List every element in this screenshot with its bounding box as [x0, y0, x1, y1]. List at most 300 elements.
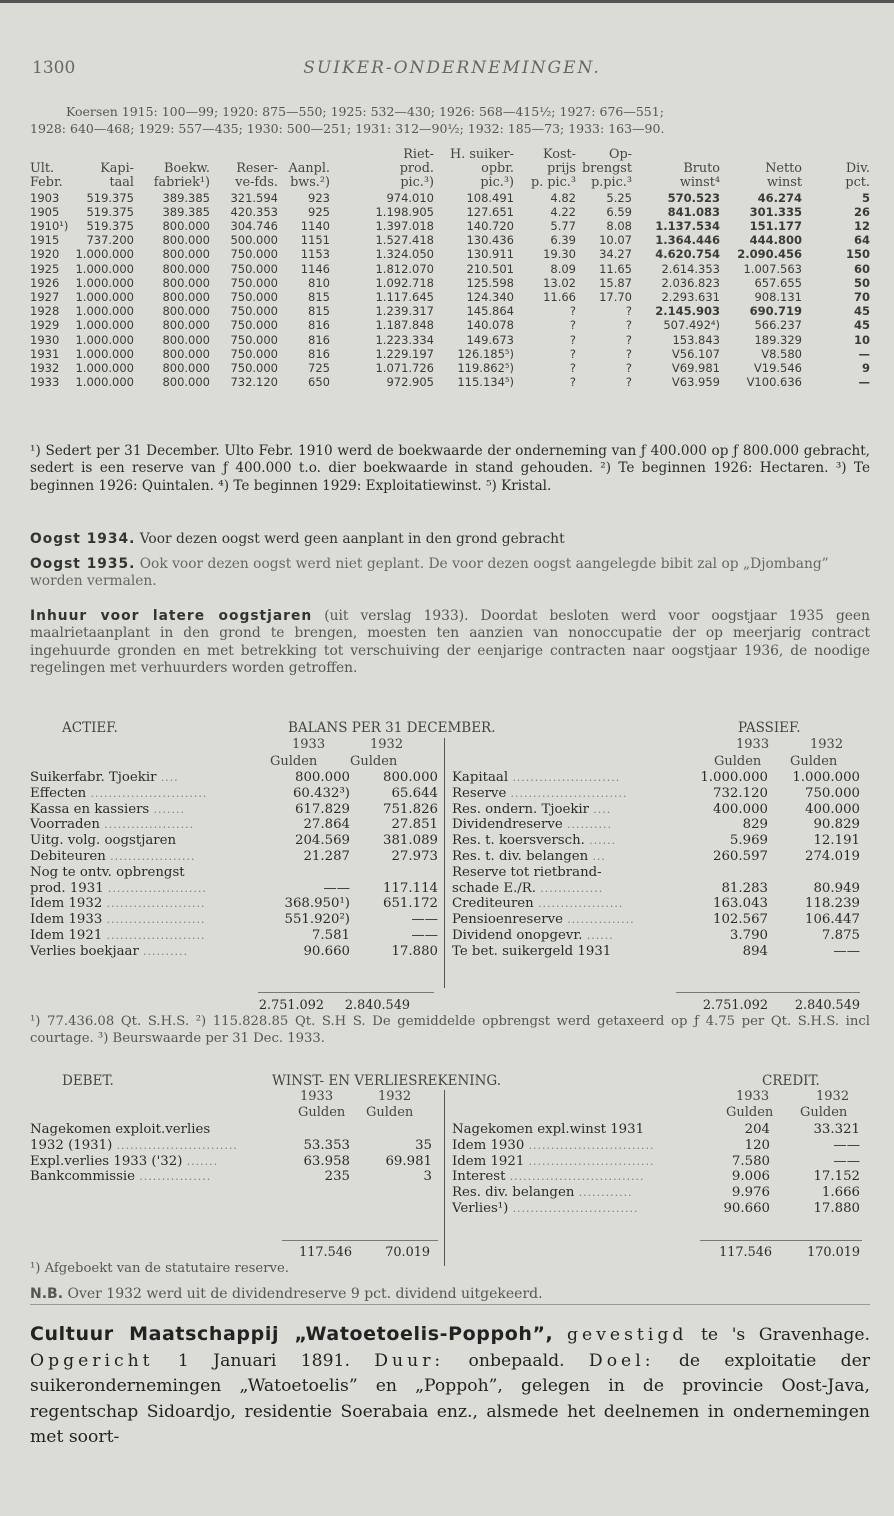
balans-passief-year-1932: 1932	[810, 737, 844, 752]
company-description	[30, 1322, 870, 1451]
table-header-row-cell: opbr.	[481, 161, 514, 177]
table-row	[30, 191, 870, 205]
table-row-cell: ?	[625, 332, 632, 347]
table-header-row-cell: pic.³)	[480, 175, 514, 191]
credit-row	[452, 1122, 870, 1138]
balans-passief-unit-1933: Gulden	[714, 754, 762, 769]
actief-label: Voorraden ....................	[30, 817, 195, 833]
credit-row	[452, 1138, 870, 1154]
table-row-cell: ?	[569, 304, 576, 319]
passief-row	[452, 849, 870, 865]
credit-title: CREDIT.	[762, 1073, 820, 1089]
table-row-cell: ?	[569, 346, 576, 361]
actief-leader-dots: ......................	[106, 928, 206, 942]
inhuur-lead: Inhuur voor latere oogstjaren	[30, 608, 313, 624]
table-row-cell: 60	[853, 261, 870, 276]
table-row-cell: 70	[853, 290, 870, 305]
duur-label: Duur:	[374, 1350, 445, 1371]
table-row-cell: 153.843	[672, 332, 720, 347]
gevestigd-label: gevestigd	[567, 1325, 688, 1345]
passief-value-1932: 7.875	[821, 927, 860, 943]
nb-lead: N.B.	[30, 1286, 64, 1302]
table-row-cell: 108.491	[466, 190, 514, 205]
debet-row	[30, 1138, 440, 1154]
table-row-cell: 1.000.000	[75, 290, 134, 305]
actief-row	[30, 817, 440, 833]
actief-row	[30, 896, 440, 912]
credit-label: Verlies¹) ............................	[452, 1200, 639, 1216]
table-row-cell: 1.071.726	[375, 361, 434, 376]
duration-text: onbepaald.	[444, 1350, 589, 1371]
passief-leader-dots: ..........................	[510, 786, 628, 800]
table-row-cell: 923	[308, 190, 330, 205]
table-row-cell: 150	[845, 247, 870, 262]
actief-label: Verlies boekjaar ..........	[30, 943, 189, 959]
table-row	[30, 347, 870, 361]
passief-value-1933: 5.969	[729, 833, 768, 849]
table-row	[30, 247, 870, 261]
table-row-cell: 46.274	[757, 190, 802, 205]
passief-label: Reserve tot rietbrand-	[452, 864, 602, 880]
table-row-cell: 1.000.000	[75, 375, 134, 390]
table-row-cell: V19.546	[753, 361, 802, 376]
table-row-cell: 119.862⁵)	[457, 361, 514, 376]
passief-row	[452, 817, 870, 833]
table-row-cell: 420.353	[230, 204, 278, 219]
table-row-cell: 1.000.000	[75, 332, 134, 347]
oogst-1935-paragraph	[30, 556, 870, 591]
table-row-cell: 1.000.000	[75, 247, 134, 262]
passief-label: Kapitaal ........................	[452, 770, 621, 785]
actief-value-1933: ——	[323, 880, 350, 896]
passief-row	[452, 802, 870, 818]
table-row-cell: 1927	[30, 290, 60, 305]
table-row-cell: 1.324.050	[375, 247, 434, 262]
table-row-cell: 127.651	[466, 204, 514, 219]
actief-row	[30, 865, 440, 881]
table-row-cell: 816	[308, 318, 330, 333]
passief-leader-dots: ...............	[567, 913, 635, 927]
table-header-row-cell: prod.	[399, 161, 434, 177]
actief-value-1932: 17.880	[391, 943, 438, 959]
passief-label: schade E./R. ..............	[452, 880, 604, 896]
table-row-cell: 519.375	[86, 219, 134, 234]
table-row-cell: 1.229.197	[375, 346, 434, 361]
credit-list	[452, 1122, 870, 1217]
passief-total-1933: 2.751.092	[702, 998, 768, 1013]
table-row-cell: 750.000	[230, 332, 278, 347]
table-row-cell: 800.000	[162, 247, 210, 262]
actief-value-1932: 117.114	[383, 880, 438, 896]
table-row-cell: V56.107	[671, 346, 720, 361]
table-header-row-cell	[210, 148, 278, 162]
page-header	[32, 58, 872, 82]
table-header-row-cell: Febr.	[30, 175, 63, 191]
passief-label: Res. ondern. Tjoekir ....	[452, 801, 612, 817]
table-row-cell: 1.812.070	[375, 261, 434, 276]
table-row-cell: 10	[853, 332, 870, 347]
credit-value-1933: 204	[744, 1122, 770, 1137]
table-row-cell: 6.59	[606, 204, 632, 219]
table-row-cell: 389.385	[162, 190, 210, 205]
nb-note	[30, 1286, 870, 1302]
table-row-cell: 5.77	[550, 219, 576, 234]
table-row	[30, 233, 870, 247]
table-row	[30, 205, 870, 219]
actief-leader-dots: ......................	[107, 881, 207, 895]
table-row-cell: 2.614.353	[661, 261, 720, 276]
actief-row	[30, 802, 440, 818]
table-row-cell: ?	[569, 318, 576, 333]
actief-value-1932: ——	[411, 927, 438, 943]
credit-value-1933: 9.976	[731, 1185, 770, 1201]
company-name: Cultuur Maatschappij „Watoetoelis-Poppoh”,	[30, 1323, 554, 1345]
table-row-cell: ?	[625, 361, 632, 376]
table-row	[30, 304, 870, 318]
table-row-cell: 1933	[30, 375, 60, 390]
table-row-cell: 11.66	[543, 290, 576, 305]
table-row-cell: 8.09	[550, 261, 576, 276]
table-header-row-cell	[802, 148, 870, 162]
table-row-cell: 13.02	[543, 275, 576, 290]
table-header-row-cell: Boekw.	[164, 161, 210, 177]
table-row-cell: 800.000	[162, 219, 210, 234]
passief-leader-dots: ......	[586, 928, 614, 942]
actief-value-1932: 65.644	[391, 785, 438, 801]
table-row-cell: 841.083	[667, 204, 720, 219]
passief-label: Crediteuren ...................	[452, 896, 624, 912]
table-row-cell: 1140	[300, 219, 330, 234]
debet-leader-dots: .......	[186, 1154, 219, 1168]
table-row-cell: 189.329	[754, 332, 802, 347]
table-header-row-cell: winst	[767, 175, 802, 191]
actief-value-1933: 27.864	[303, 817, 350, 833]
actief-label: Nog te ontv. opbrengst	[30, 864, 185, 880]
actief-total-1932: 2.840.549	[344, 998, 410, 1013]
passief-value-1932: 1.000.000	[792, 770, 860, 785]
passief-value-1932: 12.191	[813, 833, 860, 849]
table-row-cell: 737.200	[86, 233, 134, 248]
table-header-row-cell: Op-	[608, 147, 632, 162]
actief-total-rule	[258, 992, 434, 993]
table-row-cell: 210.501	[466, 261, 514, 276]
table-header-row-cell	[72, 148, 134, 162]
passief-leader-dots: ..............	[540, 881, 604, 895]
actief-row	[30, 881, 440, 897]
passief-value-1933: 163.043	[713, 896, 768, 912]
table-header-row	[30, 162, 870, 176]
passief-label: Res. t. div. belangen ...	[452, 848, 606, 864]
table-header-row-cell: Netto	[765, 161, 802, 177]
table-header-row-cell: Div.	[845, 161, 870, 177]
passief-value-1933: 260.597	[713, 848, 768, 864]
passief-value-1932: 118.239	[805, 896, 860, 912]
table-row-cell: 732.120	[230, 375, 278, 390]
table-row-cell: V100.636	[746, 375, 802, 390]
actief-leader-dots: ......................	[106, 897, 206, 911]
actief-row	[30, 770, 440, 786]
table-row-cell: 2.036.823	[661, 275, 720, 290]
table-row-cell: 507.492⁴)	[663, 318, 720, 333]
table-row	[30, 318, 870, 332]
table-row-cell: V69.981	[671, 361, 720, 376]
table-row-cell: 750.000	[230, 361, 278, 376]
table-row-cell: 1153	[300, 247, 330, 262]
table-row-cell: 1.223.334	[375, 332, 434, 347]
passief-row	[452, 881, 870, 897]
actief-leader-dots: ..........	[143, 944, 189, 958]
table-header-row-cell: pct.	[845, 175, 870, 191]
actief-value-1933: 60.432³)	[292, 785, 350, 801]
passief-value-1933: 400.000	[713, 801, 768, 817]
table-row-cell: 800.000	[162, 332, 210, 347]
credit-row	[452, 1154, 870, 1170]
table-header-row	[30, 148, 870, 162]
table-row-cell: 10.07	[599, 233, 632, 248]
nb-text: Over 1932 werd uit de dividendreserve 9 pct. dividend uitgekeerd.	[63, 1286, 543, 1302]
table-header-row-cell: Ult.	[30, 161, 55, 177]
table-header-row-cell: pic.³)	[400, 175, 434, 191]
table-row-cell: 2.293.631	[661, 290, 720, 305]
table-row-cell: 650	[308, 375, 330, 390]
table-row-cell: 1928	[30, 304, 60, 319]
table-row-cell: 1.117.645	[375, 290, 434, 305]
table-row-cell: 1.000.000	[75, 318, 134, 333]
production-table	[30, 148, 870, 389]
passief-label: Reserve ..........................	[452, 785, 628, 801]
table-row-cell: 566.237	[754, 318, 802, 333]
credit-total-1932: 170.019	[807, 1245, 860, 1260]
credit-year-1932: 1932	[816, 1089, 850, 1104]
table-row-cell: 149.673	[466, 332, 514, 347]
actief-leader-dots: ......................	[106, 913, 206, 927]
table-header-row-cell: Aanpl.	[288, 161, 330, 177]
passief-value-1933: 81.283	[721, 880, 768, 896]
table-row-cell: 1151	[300, 233, 330, 248]
credit-unit-1933: Gulden	[726, 1105, 774, 1120]
actief-value-1932: 751.826	[383, 801, 438, 817]
credit-label: Idem 1930 ............................	[452, 1137, 655, 1153]
table-row-cell: 1.397.018	[375, 219, 434, 234]
table-row-cell: 301.335	[749, 204, 802, 219]
table-row	[30, 276, 870, 290]
table-row-cell: 140.720	[466, 219, 514, 234]
actief-leader-dots: ..........................	[90, 786, 208, 800]
passief-label: Dividendreserve ..........	[452, 817, 612, 833]
koersen-block	[30, 103, 870, 137]
passief-label: Dividend onopgevr. ......	[452, 927, 614, 943]
actief-value-1932: 651.172	[383, 896, 438, 912]
table-row-cell: 304.746	[230, 219, 278, 234]
passief-row	[452, 928, 870, 944]
oogst-1935-lead: Oogst 1935.	[30, 556, 136, 572]
passief-row	[452, 786, 870, 802]
table-row-cell: 800.000	[162, 318, 210, 333]
table-row-cell: 750.000	[230, 275, 278, 290]
debet-value-1933: 235	[324, 1169, 350, 1185]
passief-row	[452, 944, 870, 960]
passief-leader-dots: ...................	[537, 897, 624, 911]
table-row-cell: 389.385	[162, 204, 210, 219]
balans-actief-unit-1933: Gulden	[270, 754, 318, 769]
credit-value-1932: 17.880	[813, 1200, 860, 1216]
balans-footnote: ¹) 77.436.08 Qt. S.H.S. ²) 115.828.85 Qt. S.H S. De gemiddelde opbrengst werd getaxeerd op ƒ 4.75 per Qt. S.H.S. incl courtage. ³) Beurswaarde per 31 Dec. 1933.	[30, 1014, 870, 1046]
credit-value-1933: 90.660	[723, 1200, 770, 1216]
winst-title: WINST- EN VERLIESREKENING.	[272, 1073, 502, 1089]
actief-value-1933: 368.950¹)	[284, 896, 350, 912]
actief-row	[30, 928, 440, 944]
debet-value-1932: 35	[415, 1137, 432, 1153]
table-row-cell: 1.137.534	[655, 219, 720, 234]
table-row	[30, 290, 870, 304]
table-row-cell: 815	[308, 290, 330, 305]
table-row-cell: 1903	[30, 190, 60, 205]
passief-value-1932: 750.000	[805, 785, 860, 801]
actief-row	[30, 944, 440, 960]
passief-list	[452, 770, 870, 960]
table-row	[30, 333, 870, 347]
credit-value-1933: 7.580	[731, 1153, 770, 1169]
passief-value-1933: 829	[742, 817, 768, 833]
inhuur-paragraph	[30, 608, 870, 677]
table-header-row-cell: brengst	[581, 161, 632, 177]
passief-label: Pensioenreserve ...............	[452, 912, 635, 928]
table-row-cell: 1.000.000	[75, 304, 134, 319]
table-row-cell: 1146	[300, 261, 330, 276]
credit-leader-dots: ............................	[528, 1138, 655, 1152]
table-row-cell: 140.078	[466, 318, 514, 333]
table-row-cell: 12	[853, 219, 870, 234]
table-row-cell: 145.864	[466, 304, 514, 319]
table-row-cell: 750.000	[230, 318, 278, 333]
winst-footnote: ¹) Afgeboekt van de statutaire reserve.	[30, 1261, 289, 1276]
table-row-cell: ?	[625, 346, 632, 361]
debet-list	[30, 1122, 440, 1185]
table-row-cell: 2.145.903	[655, 304, 720, 319]
table-header-row-cell: Riet-	[403, 147, 434, 162]
passief-leader-dots: ....	[593, 802, 612, 816]
table-row-cell: 1925	[30, 261, 60, 276]
table-row-cell: 115.134⁵)	[457, 375, 514, 390]
table-header-row-cell: winst⁴	[679, 175, 720, 191]
actief-value-1933: 21.287	[303, 848, 350, 864]
debet-leader-dots: ................	[139, 1170, 212, 1184]
table-row-cell: 657.655	[754, 275, 802, 290]
table-row-cell: 5.25	[606, 190, 632, 205]
balans-actief-year-1932: 1932	[370, 737, 404, 752]
table-row-cell: 1931	[30, 346, 60, 361]
table-row-cell: 725	[308, 361, 330, 376]
actief-label: Uitg. volg. oogstjaren	[30, 833, 177, 849]
founded-text: 1 Januari 1891.	[153, 1350, 375, 1371]
table-row-cell: 500.000	[230, 233, 278, 248]
debet-unit-1932: Gulden	[366, 1105, 414, 1120]
table-row-cell: ?	[625, 318, 632, 333]
credit-leader-dots: ............	[578, 1186, 633, 1200]
actief-label: Idem 1933 ......................	[30, 912, 206, 928]
actief-leader-dots: ....................	[104, 818, 195, 832]
table-row-cell: 1932	[30, 361, 60, 376]
table-row-cell: 130.911	[466, 247, 514, 262]
debet-label: Bankcommissie ................	[30, 1169, 212, 1185]
credit-row	[452, 1169, 870, 1185]
credit-value-1932: 1.666	[821, 1185, 860, 1201]
table-row-cell: 1.000.000	[75, 261, 134, 276]
passief-value-1933: 894	[742, 943, 768, 959]
table-header-row-cell: Reser-	[236, 161, 278, 177]
debet-value-1933: 63.958	[303, 1153, 350, 1169]
table-row-cell: 11.65	[599, 261, 632, 276]
page-number: 1300	[32, 58, 76, 78]
table-header-row-cell: Bruto	[683, 161, 720, 177]
credit-leader-dots: ............................	[512, 1201, 639, 1215]
balans-passief-year-1933: 1933	[736, 737, 770, 752]
credit-label: Interest ..............................	[452, 1169, 645, 1185]
debet-row	[30, 1169, 440, 1185]
balans-title: BALANS PER 31 DECEMBER.	[288, 720, 496, 736]
passief-value-1932: ——	[833, 943, 860, 959]
credit-year-1933: 1933	[736, 1089, 770, 1104]
credit-leader-dots: ............................	[528, 1154, 655, 1168]
table-row-cell: 1920	[30, 247, 60, 262]
running-title: SUIKER-ONDERNEMINGEN.	[303, 58, 601, 78]
balans-divider	[444, 738, 445, 988]
actief-total-1933: 2.751.092	[258, 998, 324, 1013]
table-row-cell: 519.375	[86, 190, 134, 205]
credit-value-1932: ——	[833, 1153, 860, 1169]
debet-leader-dots: ...........................	[116, 1138, 238, 1152]
purpose-text: de exploitatie der suikerondernemingen „Watoetoelis” en „Poppoh”, gelegen in de provincie Oost-Java, regentschap Sidoardjo, residentie Soerabaia enz., alsmede het deelnemen in ondernemingen met soort-	[30, 1350, 870, 1447]
balans-passief-unit-1932: Gulden	[790, 754, 838, 769]
actief-value-1933: 204.569	[295, 833, 350, 849]
table-row-cell: 1.000.000	[75, 275, 134, 290]
table-header-row-cell: Kost-	[543, 147, 576, 162]
table-header-row-cell: fabriek¹)	[153, 175, 210, 191]
passief-value-1933: 102.567	[713, 912, 768, 928]
debet-title: DEBET.	[62, 1073, 114, 1089]
table-row-cell: 45	[853, 318, 870, 333]
table-row-cell: 800.000	[162, 275, 210, 290]
table-row-cell: 1.239.317	[375, 304, 434, 319]
table-row-cell: 750.000	[230, 247, 278, 262]
table-header-row-cell: bws.²)	[290, 175, 330, 191]
actief-label: Debiteuren ...................	[30, 848, 196, 864]
table-row-cell: 1.364.446	[655, 233, 720, 248]
table-row-cell: 800.000	[162, 361, 210, 376]
table-row-cell: ?	[569, 332, 576, 347]
table-row-cell: 810	[308, 275, 330, 290]
table-header-row-cell: p. pic.³	[531, 175, 576, 191]
table-row-cell: 45	[853, 304, 870, 319]
table-header-row	[30, 176, 870, 190]
koersen-line-2: 1928: 640—468; 1929: 557—435; 1930: 500—251; 1931: 312—90½; 1932: 185—73; 1933: 163—90.	[30, 121, 665, 136]
koersen-line-1: Koersen 1915: 100—99; 1920: 875—550; 1925: 532—430; 1926: 568—415½; 1927: 676—551;	[66, 104, 664, 119]
actief-value-1933: 7.581	[311, 927, 350, 943]
table-row-cell: 9	[861, 361, 870, 376]
table-row-cell: 1926	[30, 275, 60, 290]
table-row-cell: 4.620.754	[655, 247, 720, 262]
actief-row	[30, 912, 440, 928]
table-row-cell: 1.187.848	[375, 318, 434, 333]
credit-total-1933: 117.546	[719, 1245, 772, 1260]
credit-row	[452, 1185, 870, 1201]
oogst-1935-text: Ook voor dezen oogst werd niet geplant. De voor dezen oogst aangelegde bibit zal op „Djombang” worden vermalen.	[30, 556, 829, 590]
winst-totals	[0, 1245, 894, 1261]
passief-leader-dots: ...	[592, 849, 606, 863]
table-row-cell: 8.08	[606, 219, 632, 234]
actief-label: Suikerfabr. Tjoekir ....	[30, 770, 179, 785]
actief-leader-dots: ...................	[110, 849, 196, 863]
